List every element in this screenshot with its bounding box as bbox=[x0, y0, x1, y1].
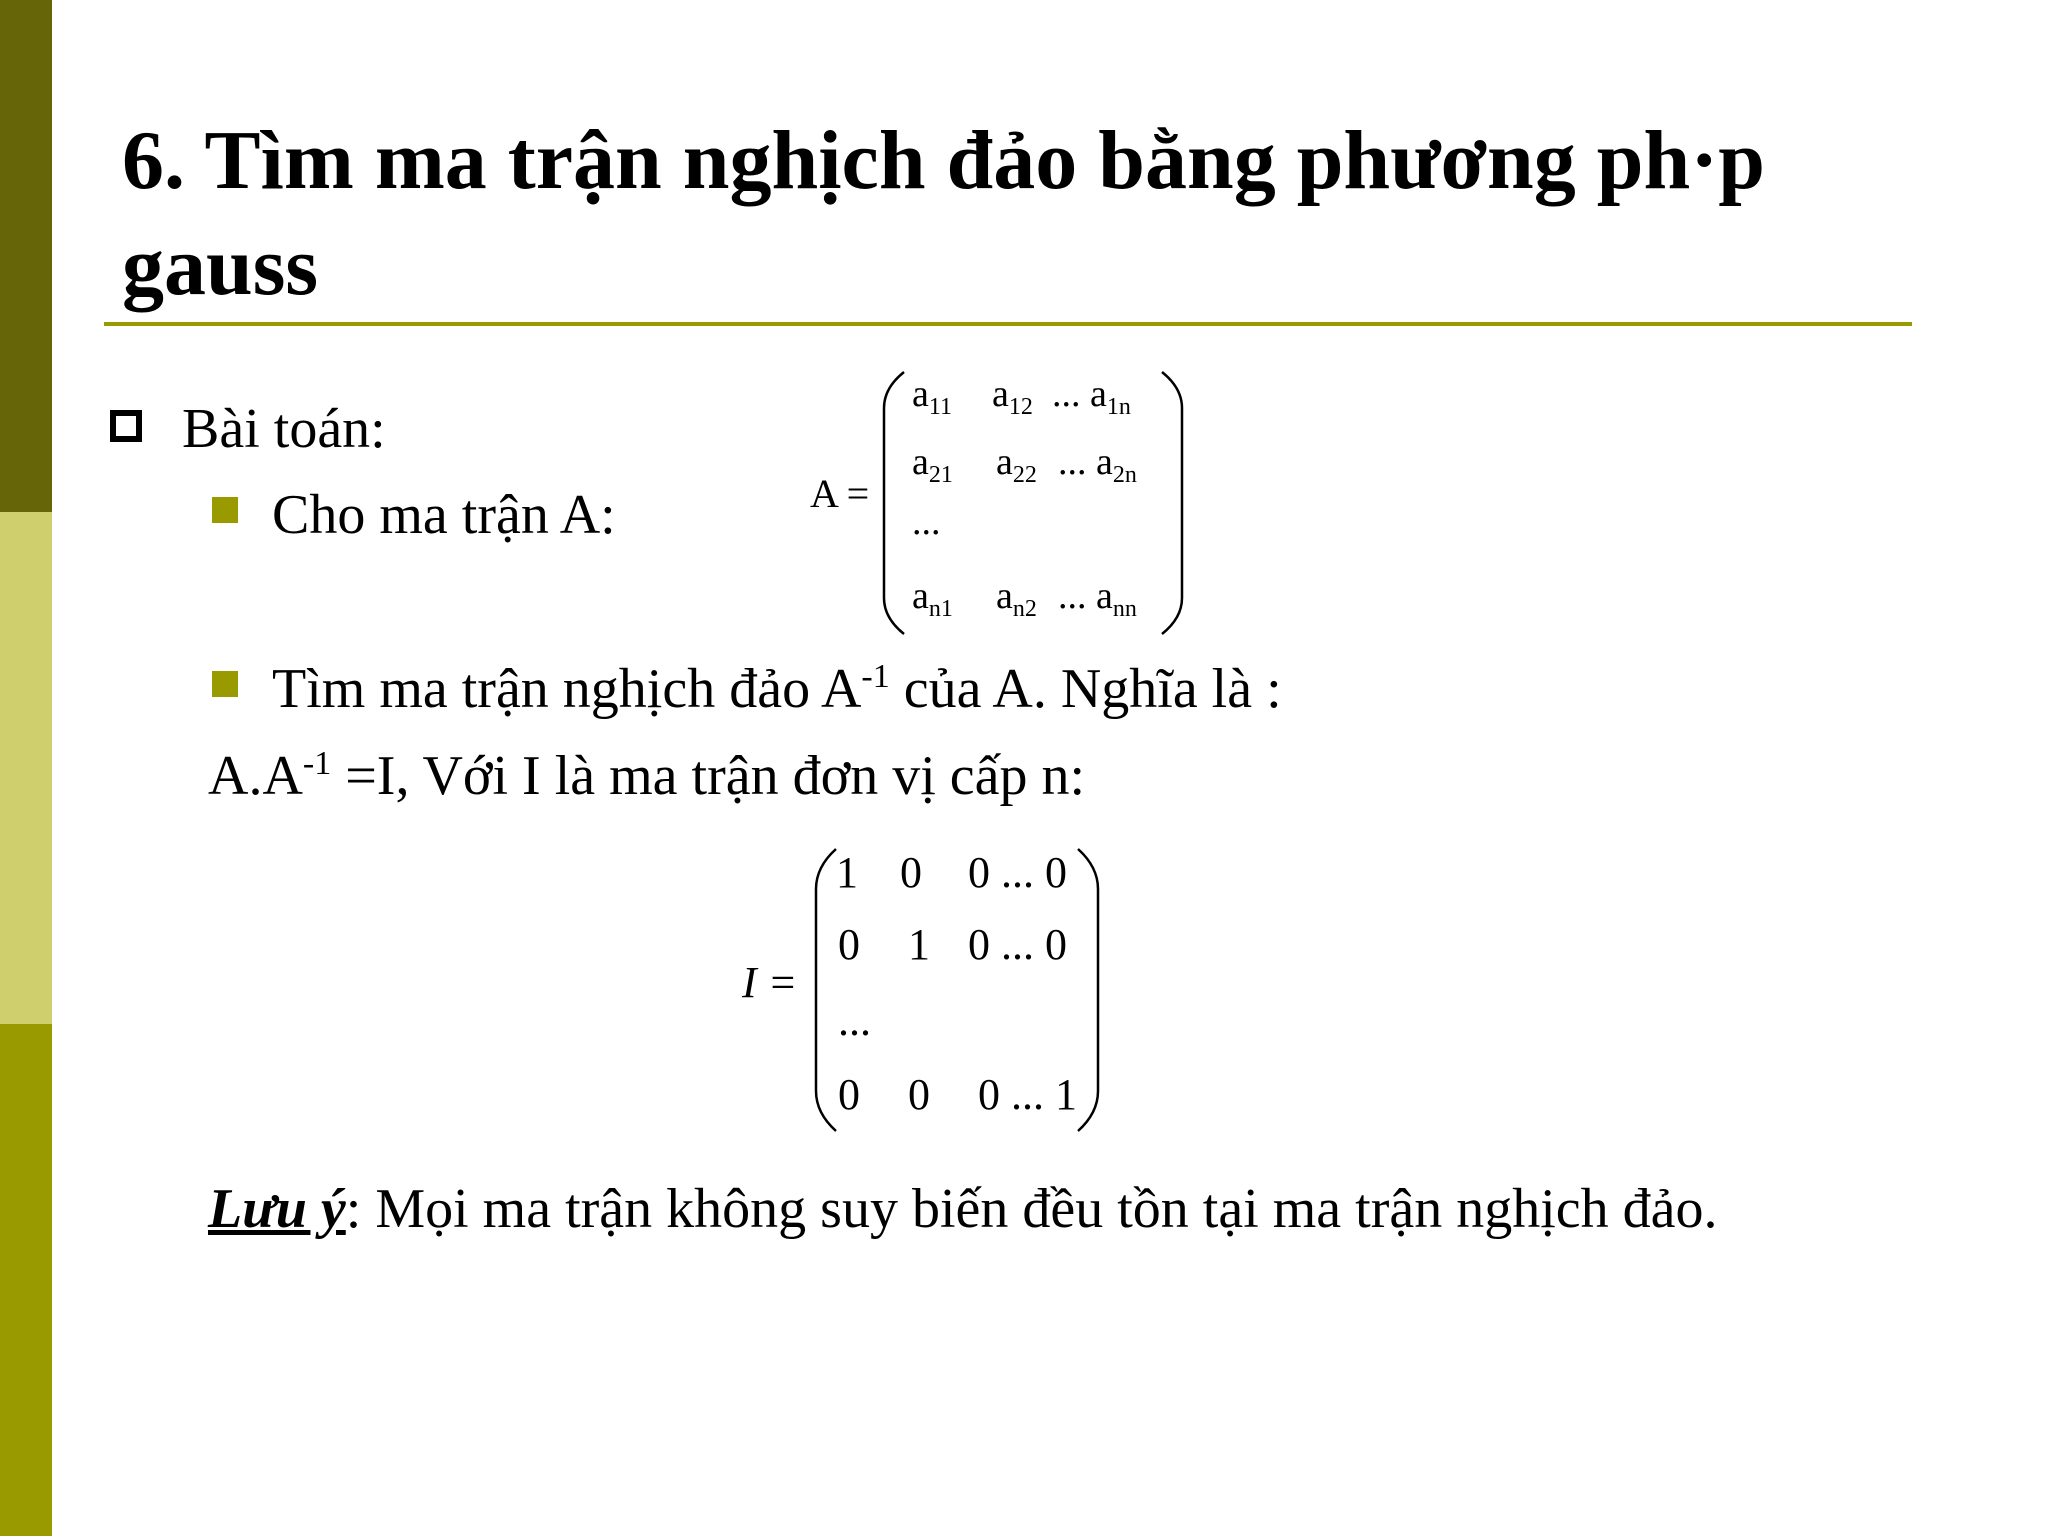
matrix-a-lhs: A = bbox=[810, 471, 870, 516]
matrix-i-cell: 1 bbox=[836, 848, 858, 897]
note-label: Lưu ý bbox=[208, 1178, 346, 1240]
left-paren-icon bbox=[882, 368, 908, 638]
square-bullet-icon bbox=[212, 497, 238, 523]
matrix-a-cell: $a_{22}$ bbox=[996, 441, 1037, 488]
matrix-i bbox=[742, 845, 1102, 1135]
right-paren-icon bbox=[1074, 845, 1100, 1135]
matrix-a-cell: $a_{12}$ bbox=[992, 373, 1033, 420]
matrix-a-cell: $a_{n1}$ bbox=[912, 575, 953, 622]
matrix-i-cell: 1 bbox=[908, 920, 930, 969]
matrix-i-cell: 0 bbox=[900, 848, 922, 897]
matrix-a-cell: ... $a_{2n}$ bbox=[1058, 441, 1137, 488]
matrix-i-cell: 0 bbox=[838, 920, 860, 969]
matrix-a-cell: $a_{11}$ bbox=[912, 373, 952, 420]
matrix-a-cell: ... $a_{1n}$ bbox=[1052, 373, 1131, 420]
matrix-i-cell: 0 ... 0 bbox=[968, 920, 1067, 969]
title-underline bbox=[104, 322, 1912, 326]
side-bar-top bbox=[0, 0, 52, 512]
matrix-i-cell: 0 bbox=[908, 1070, 930, 1119]
matrix-i-lhs: I = bbox=[742, 958, 798, 1007]
note-text: Lưu ý: Mọi ma trận không suy biến đều tồn tại ma trận nghịch đảo. bbox=[208, 1178, 1718, 1240]
matrix-i-cell: 0 ... 1 bbox=[978, 1070, 1077, 1119]
side-bar-middle bbox=[0, 512, 52, 1024]
problem-heading: Bài toán: bbox=[182, 398, 386, 460]
square-bullet-icon bbox=[212, 671, 238, 697]
identity-definition-text: $A.A^{-1} =I$, Với I là ma trận đơn vị cấp n: bbox=[208, 745, 1086, 807]
slide-title: 6. Tìm ma trận nghịch đảo bằng phương ph·p gauss bbox=[122, 114, 1765, 313]
matrix-a-cell: $a_{n2}$ bbox=[996, 575, 1037, 622]
given-matrix-text: Cho ma trận A: bbox=[272, 484, 616, 546]
matrix-a bbox=[810, 368, 1190, 638]
side-bar-bottom bbox=[0, 1024, 52, 1536]
matrix-i-cell: 0 ... 0 bbox=[968, 848, 1067, 897]
find-inverse-text: Tìm ma trận nghịch đảo $A^{-1}$ của A. Nghĩa là : bbox=[272, 658, 1282, 720]
matrix-a-cell: ... bbox=[912, 501, 941, 543]
matrix-i-cell: 0 bbox=[838, 1070, 860, 1119]
matrix-a-cell: $a_{21}$ bbox=[912, 441, 953, 488]
matrix-a-cell: ... $a_{nn}$ bbox=[1058, 575, 1137, 622]
hollow-square-bullet-icon bbox=[110, 410, 142, 442]
matrix-i-cell: ... bbox=[838, 996, 871, 1045]
right-paren-icon bbox=[1158, 368, 1184, 638]
